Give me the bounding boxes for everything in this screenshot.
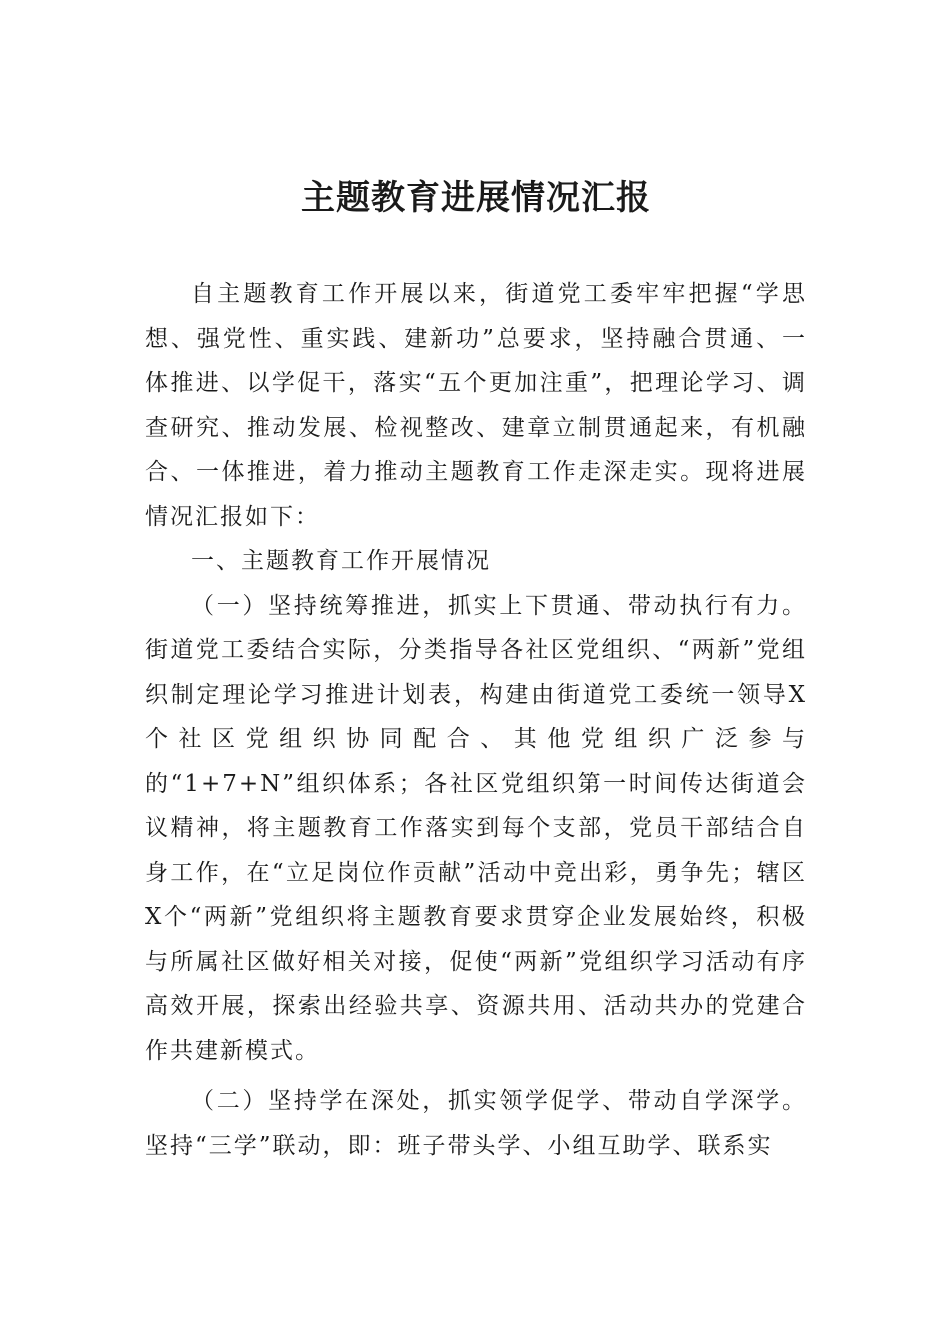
document-title: 主题教育进展情况汇报	[301, 178, 651, 218]
item-2-paragraph: （二）坚持学在深处，抓实领学促学、带动自学深学。坚持“三学”联动，即：班子带头学、小组互助学、联系实	[145, 1088, 807, 1159]
document-page	[145, 0, 807, 1344]
item-1-paragraph: （一）坚持统筹推进，抓实上下贯通、带动执行有力。街道党工委结合实际，分类指导各社区党组织、“两新”党组织制定理论学习推进计划表，构建由街道党工委统一领导X个社区党组织协同配合、其他党组织广泛参与的“1+7+N”组织体系；各社区党组织第一时间传达街道会议精神，将主题教育工作落实到每个支部，党员干部结合自身工作，在“立足岗位作贡献”活动中竞出彩，勇争先；辖区X个“两新”党组织将主题教育要求贯穿企业发展始终，积极与所属社区做好相关对接，促使“两新”党组织学习活动有序高效开展，探索出经验共享、资源共用、活动共办的党建合作共建新模式。	[145, 592, 807, 1064]
intro-paragraph: 自主题教育工作开展以来，街道党工委牢牢把握“学思想、强党性、重实践、建新功”总要求，坚持融合贯通、一体推进、以学促干，落实“五个更加注重”，把理论学习、调查研究、推动发展、检视整改、建章立制贯通起来，有机融合、一体推进，着力推动主题教育工作走深走实。现将进展情况汇报如下：	[145, 281, 807, 530]
document-body	[145, 272, 807, 1168]
section-heading: 一、主题教育工作开展情况	[191, 548, 491, 574]
